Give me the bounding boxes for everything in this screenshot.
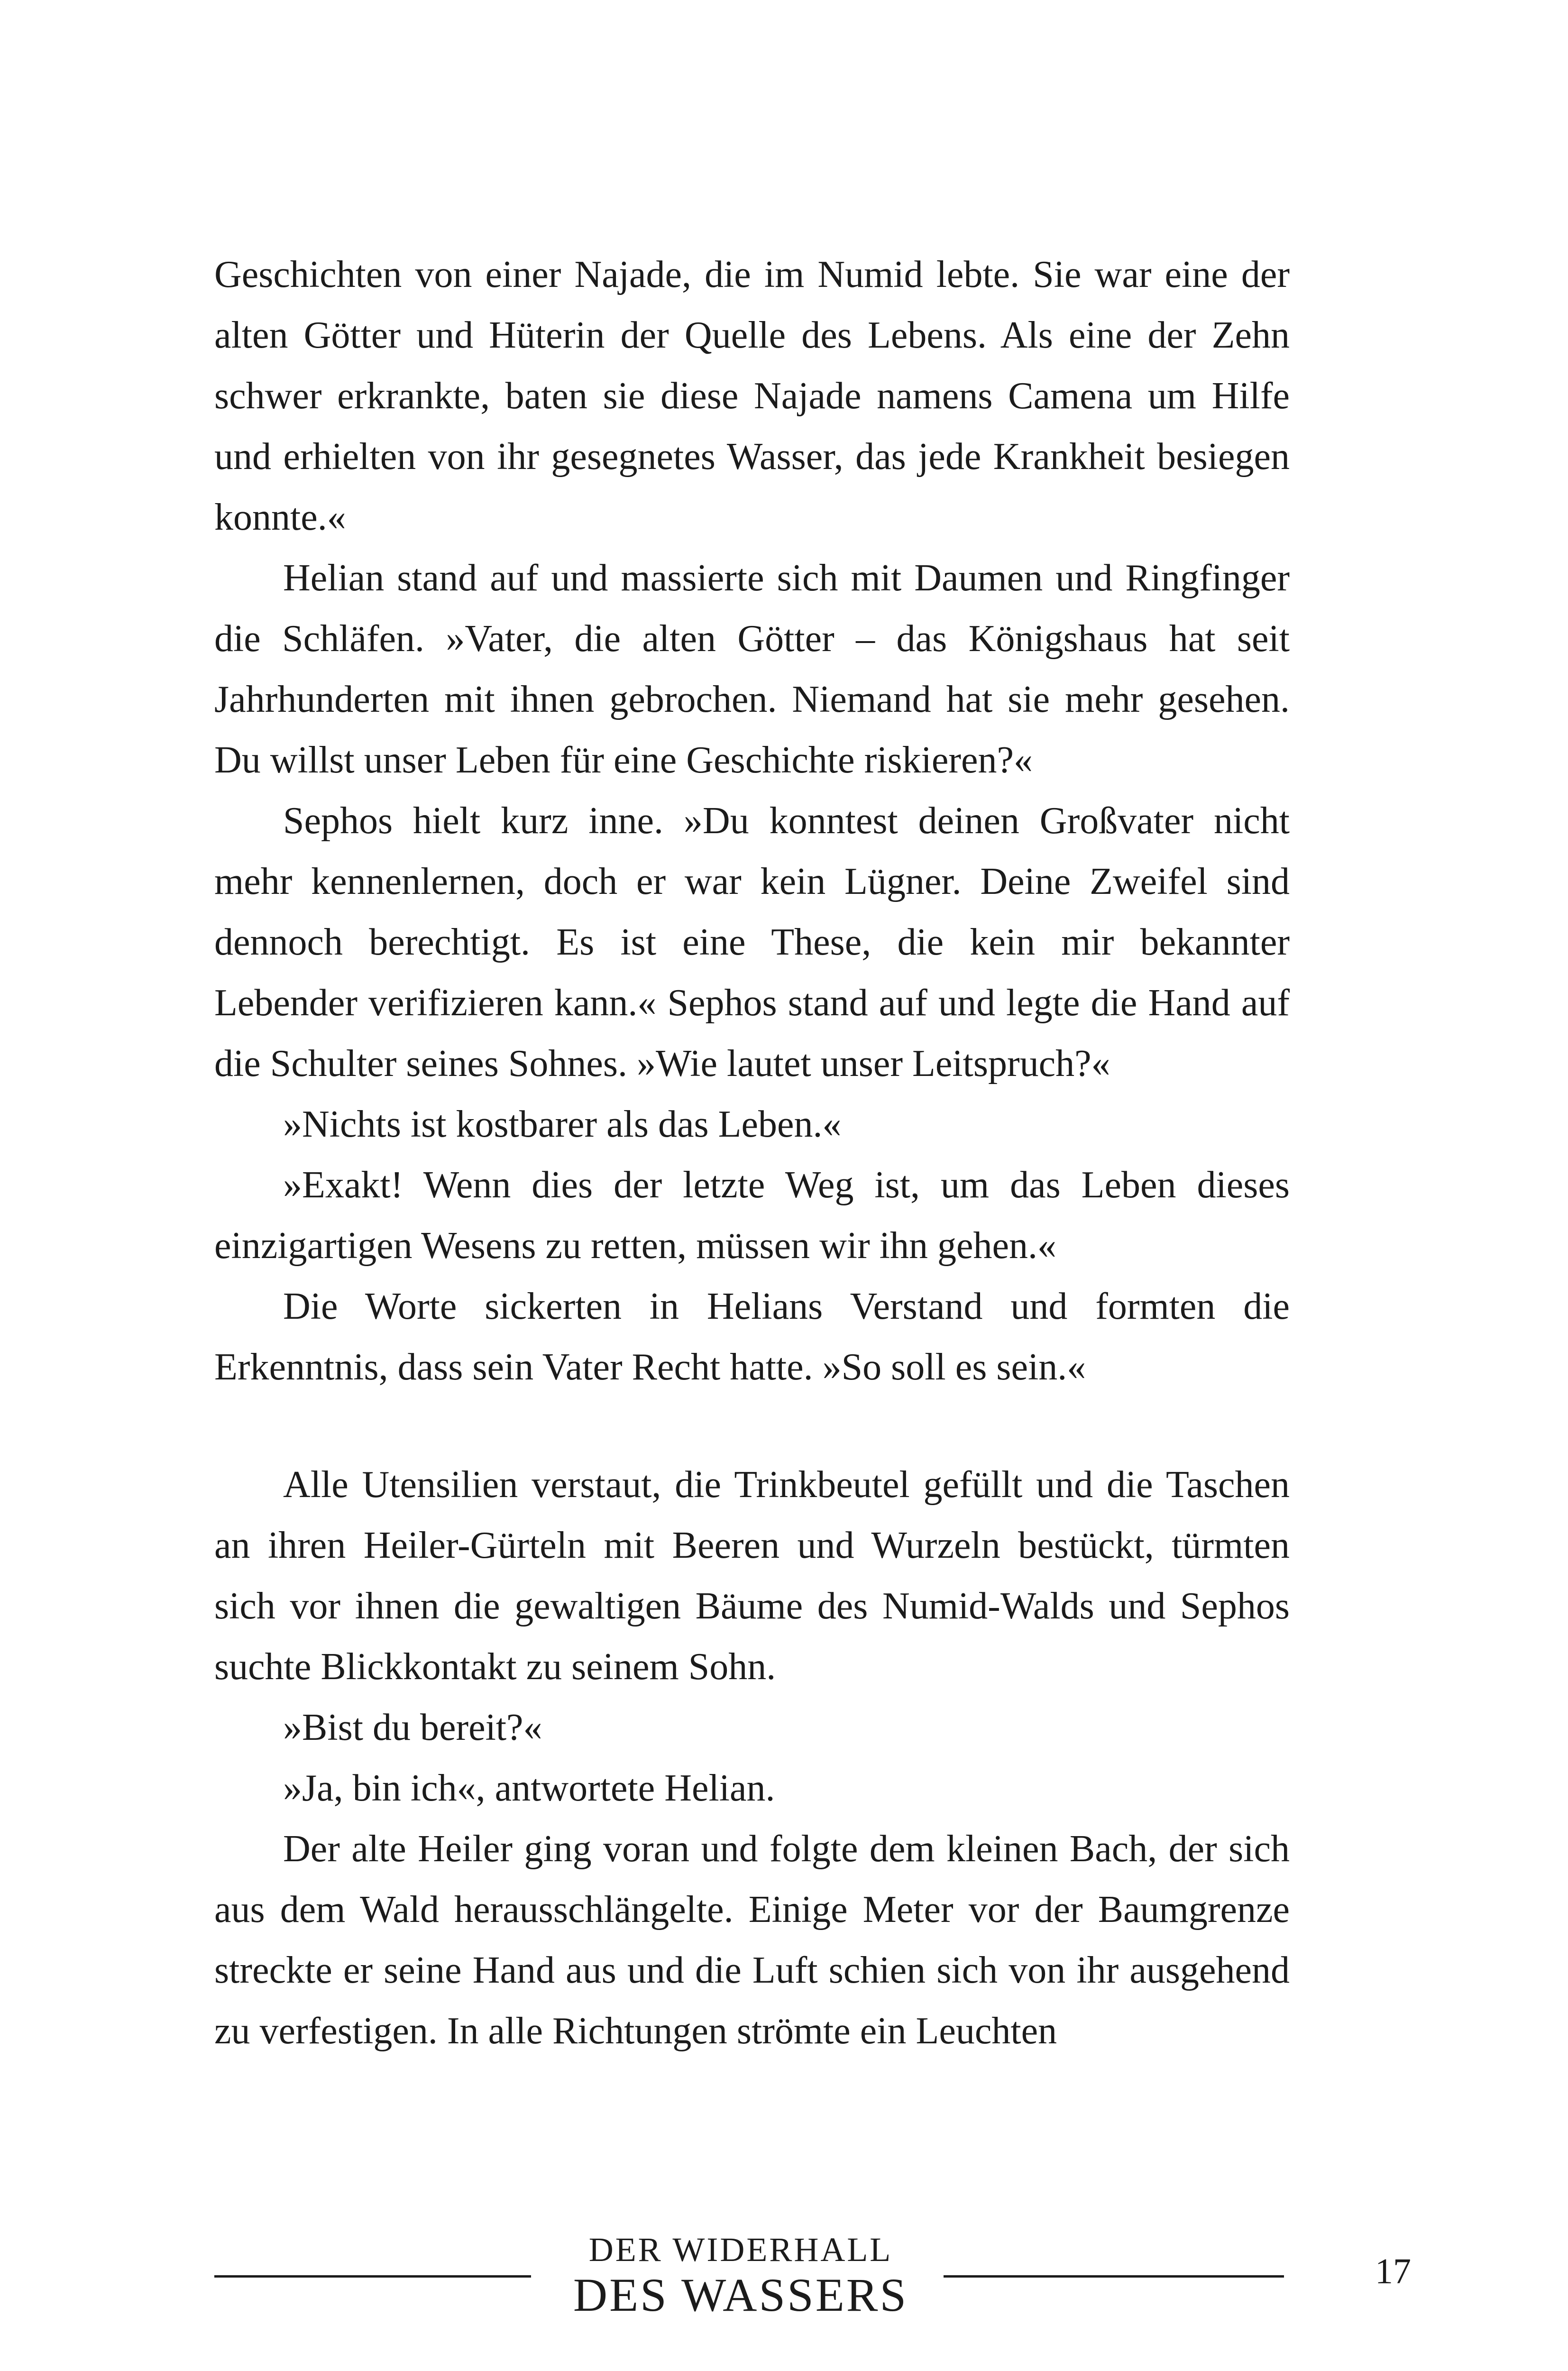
page-footer bbox=[214, 2230, 1290, 2325]
book-title-line-1: DER WIDERHALL bbox=[588, 2231, 893, 2269]
footer-rule-left bbox=[214, 2275, 531, 2278]
paragraph: »Ja, bin ich«, antwortete Helian. bbox=[283, 1767, 775, 1809]
paragraph: Helian stand auf und massierte sich mit Daumen und Ringfinger die Schläfen. »Vater, die alten Götter – das Königshaus hat seit Jahrhunderten mit ihnen gebrochen. Niemand hat sie mehr gesehen. Du willst unser Leben für eine Geschichte riskieren?« bbox=[214, 557, 1290, 781]
paragraph: »Exakt! Wenn dies der letzte Weg ist, um das Leben dieses einzigartigen Wesens zu retten, müssen wir ihn gehen.« bbox=[214, 1164, 1290, 1267]
paragraph: Alle Utensilien verstaut, die Trinkbeutel gefüllt und die Taschen an ihren Heiler-Gürteln mit Beeren und Wurzeln bestückt, türmten sich vor ihnen die gewaltigen Bäume des Numid-Walds und Sephos suchte Blickkontakt zu seinem Sohn. bbox=[214, 1464, 1290, 1688]
paragraph: Die Worte sickerten in Helians Verstand und formten die Erkenntnis, dass sein Vater Recht hatte. »So soll es sein.« bbox=[214, 1286, 1290, 1388]
footer-rule-right bbox=[944, 2275, 1284, 2278]
paragraph: »Nichts ist kostbarer als das Leben.« bbox=[283, 1103, 842, 1145]
book-title-line-2: DES WASSERS bbox=[573, 2269, 908, 2321]
paragraph: Geschichten von einer Najade, die im Numid lebte. Sie war eine der alten Götter und Hüterin der Quelle des Lebens. Als eine der Zehn schwer erkrankte, baten sie diese Najade namens Camena um Hilfe und erhielten von ihr gesegnetes Wasser, das jede Krankheit besiegen konnte.« bbox=[214, 254, 1290, 538]
page-number: 17 bbox=[1375, 2252, 1411, 2291]
paragraph: Sephos hielt kurz inne. »Du konntest deinen Großvater nicht mehr kennenlernen, doch er war kein Lügner. Deine Zweifel sind dennoch berechtigt. Es ist eine These, die kein mir bekannter Lebender verifizieren kann.« Sephos stand auf und legte die Hand auf die Schulter seines Sohnes. »Wie lautet unser Leitspruch?« bbox=[214, 800, 1290, 1084]
text-block-2 bbox=[214, 1454, 1290, 2061]
paragraph: Der alte Heiler ging voran und folgte dem kleinen Bach, der sich aus dem Wald herausschlängelte. Einige Meter vor der Baumgrenze streckte er seine Hand aus und die Luft schien sich von ihr ausgehend zu verfestigen. In alle Richtungen strömte ein Leuchten bbox=[214, 1828, 1290, 2052]
book-title-logo bbox=[546, 2230, 935, 2321]
text-block-1 bbox=[214, 244, 1290, 1397]
paragraph: »Bist du bereit?« bbox=[283, 1707, 542, 1748]
